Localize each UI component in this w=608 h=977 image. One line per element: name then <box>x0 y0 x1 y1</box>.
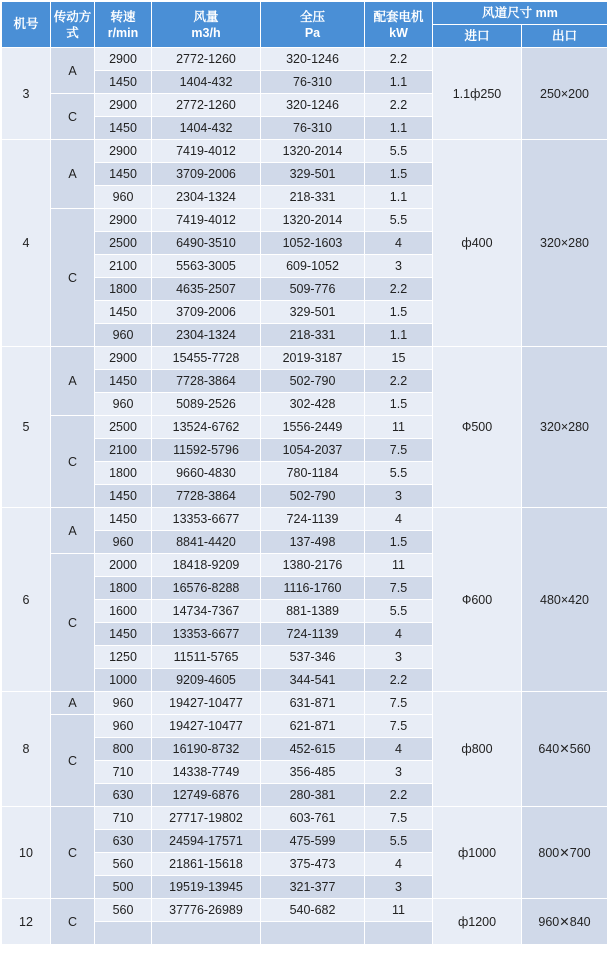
airflow-cell: 37776-26989 <box>152 899 261 922</box>
motor-cell: 5.5 <box>365 140 433 163</box>
model-number-cell: 3 <box>2 48 51 140</box>
airflow-cell: 2304-1324 <box>152 186 261 209</box>
pressure-cell: 344-541 <box>261 669 365 692</box>
motor-cell: 1.1 <box>365 71 433 94</box>
motor-cell: 3 <box>365 876 433 899</box>
header-airflow-unit: m3/h <box>191 25 221 40</box>
pressure-cell: 1116-1760 <box>261 577 365 600</box>
airflow-cell: 4635-2507 <box>152 278 261 301</box>
airflow-cell: 11592-5796 <box>152 439 261 462</box>
airflow-cell: 13353-6677 <box>152 508 261 531</box>
pressure-cell: 320-1246 <box>261 48 365 71</box>
pressure-cell: 603-761 <box>261 807 365 830</box>
motor-cell: 2.2 <box>365 94 433 117</box>
speed-cell: 630 <box>95 784 152 807</box>
motor-cell: 5.5 <box>365 209 433 232</box>
speed-cell: 2100 <box>95 439 152 462</box>
model-number-cell: 12 <box>2 899 51 945</box>
pressure-cell: 1052-1603 <box>261 232 365 255</box>
pressure-cell: 329-501 <box>261 163 365 186</box>
drive-mode-cell: A <box>51 508 95 554</box>
pressure-cell: 724-1139 <box>261 508 365 531</box>
speed-cell: 1450 <box>95 301 152 324</box>
speed-cell: 960 <box>95 393 152 416</box>
speed-cell: 1450 <box>95 117 152 140</box>
airflow-cell: 1404-432 <box>152 71 261 94</box>
speed-cell: 630 <box>95 830 152 853</box>
speed-cell: 2900 <box>95 347 152 370</box>
motor-cell: 5.5 <box>365 462 433 485</box>
pressure-cell: 1556-2449 <box>261 416 365 439</box>
airflow-cell: 6490-3510 <box>152 232 261 255</box>
airflow-cell: 21861-15618 <box>152 853 261 876</box>
motor-cell: 5.5 <box>365 600 433 623</box>
header-motor: 配套电机kW <box>365 2 433 48</box>
outlet-size-cell: 960✕840 <box>522 899 608 945</box>
speed-cell: 2900 <box>95 209 152 232</box>
pressure-cell: 280-381 <box>261 784 365 807</box>
motor-cell: 1.5 <box>365 393 433 416</box>
header-duct-size: 风道尺寸 mm <box>433 2 608 25</box>
drive-mode-cell: C <box>51 94 95 140</box>
pressure-cell: 2019-3187 <box>261 347 365 370</box>
motor-cell: 4 <box>365 853 433 876</box>
outlet-size-cell: 320×280 <box>522 140 608 347</box>
speed-cell: 1000 <box>95 669 152 692</box>
pressure-cell: 1320-2014 <box>261 140 365 163</box>
airflow-cell: 12749-6876 <box>152 784 261 807</box>
pressure-cell: 321-377 <box>261 876 365 899</box>
pressure-cell: 329-501 <box>261 301 365 324</box>
speed-cell: 560 <box>95 899 152 922</box>
airflow-cell: 1404-432 <box>152 117 261 140</box>
airflow-cell: 24594-17571 <box>152 830 261 853</box>
model-number-cell: 8 <box>2 692 51 807</box>
pressure-cell: 1320-2014 <box>261 209 365 232</box>
pressure-cell: 881-1389 <box>261 600 365 623</box>
airflow-cell: 16576-8288 <box>152 577 261 600</box>
airflow-cell: 13524-6762 <box>152 416 261 439</box>
airflow-cell: 14338-7749 <box>152 761 261 784</box>
table-row <box>2 140 608 163</box>
airflow-cell: 2772-1260 <box>152 48 261 71</box>
pressure-cell: 475-599 <box>261 830 365 853</box>
motor-cell: 2.2 <box>365 278 433 301</box>
outlet-size-cell: 250×200 <box>522 48 608 140</box>
motor-cell: 11 <box>365 554 433 577</box>
model-number-cell: 10 <box>2 807 51 899</box>
airflow-cell: 13353-6677 <box>152 623 261 646</box>
motor-cell: 3 <box>365 761 433 784</box>
speed-cell: 1450 <box>95 163 152 186</box>
model-number-cell: 4 <box>2 140 51 347</box>
motor-cell: 7.5 <box>365 692 433 715</box>
outlet-size-cell: 640✕560 <box>522 692 608 807</box>
airflow-cell: 3709-2006 <box>152 163 261 186</box>
drive-mode-cell: C <box>51 899 95 945</box>
motor-cell: 2.2 <box>365 669 433 692</box>
drive-mode-cell: C <box>51 209 95 347</box>
header-drive-mode: 传动方式 <box>51 2 95 48</box>
airflow-cell: 7419-4012 <box>152 140 261 163</box>
pressure-cell: 137-498 <box>261 531 365 554</box>
speed-cell: 960 <box>95 186 152 209</box>
speed-cell: 2100 <box>95 255 152 278</box>
pressure-cell: 509-776 <box>261 278 365 301</box>
speed-cell: 1450 <box>95 71 152 94</box>
speed-cell: 560 <box>95 853 152 876</box>
speed-cell: 2900 <box>95 94 152 117</box>
pressure-cell: 621-871 <box>261 715 365 738</box>
motor-cell: 1.1 <box>365 186 433 209</box>
pressure-cell: 302-428 <box>261 393 365 416</box>
header-pressure <box>261 2 365 48</box>
inlet-size-cell: ф400 <box>433 140 522 347</box>
inlet-size-cell: Ф600 <box>433 508 522 692</box>
pressure-cell: 218-331 <box>261 324 365 347</box>
motor-cell: 3 <box>365 485 433 508</box>
motor-cell: 7.5 <box>365 715 433 738</box>
speed-cell: 710 <box>95 761 152 784</box>
airflow-cell: 11511-5765 <box>152 646 261 669</box>
header-inlet: 进口 <box>433 25 522 48</box>
inlet-size-cell: ф1200 <box>433 899 522 945</box>
fan-spec-table <box>1 1 608 945</box>
drive-mode-cell: C <box>51 715 95 807</box>
inlet-size-cell: ф800 <box>433 692 522 807</box>
speed-cell: 960 <box>95 715 152 738</box>
motor-cell: 1.1 <box>365 324 433 347</box>
motor-cell: 7.5 <box>365 807 433 830</box>
speed-cell: 1800 <box>95 278 152 301</box>
motor-cell: 1.5 <box>365 163 433 186</box>
airflow-cell <box>152 922 261 945</box>
speed-cell: 1250 <box>95 646 152 669</box>
motor-cell: 4 <box>365 232 433 255</box>
airflow-cell: 18418-9209 <box>152 554 261 577</box>
outlet-size-cell: 800✕700 <box>522 807 608 899</box>
pressure-cell: 1380-2176 <box>261 554 365 577</box>
header-speed <box>95 2 152 48</box>
pressure-cell: 452-615 <box>261 738 365 761</box>
drive-mode-cell: A <box>51 692 95 715</box>
speed-cell: 960 <box>95 692 152 715</box>
motor-cell: 2.2 <box>365 784 433 807</box>
pressure-cell: 540-682 <box>261 899 365 922</box>
table-row <box>2 807 608 830</box>
speed-cell <box>95 922 152 945</box>
airflow-cell: 7419-4012 <box>152 209 261 232</box>
airflow-cell: 7728-3864 <box>152 370 261 393</box>
table-row <box>2 899 608 922</box>
motor-cell: 7.5 <box>365 439 433 462</box>
airflow-cell: 16190-8732 <box>152 738 261 761</box>
speed-cell: 1450 <box>95 623 152 646</box>
model-number-cell: 5 <box>2 347 51 508</box>
motor-cell: 5.5 <box>365 830 433 853</box>
airflow-cell: 3709-2006 <box>152 301 261 324</box>
speed-cell: 500 <box>95 876 152 899</box>
header-speed-label: 转速 <box>110 9 136 24</box>
outlet-size-cell: 320×280 <box>522 347 608 508</box>
motor-cell: 1.5 <box>365 531 433 554</box>
model-number-cell: 6 <box>2 508 51 692</box>
table-body <box>2 48 608 945</box>
airflow-cell: 5563-3005 <box>152 255 261 278</box>
speed-cell: 2900 <box>95 140 152 163</box>
motor-cell: 2.2 <box>365 370 433 393</box>
pressure-cell <box>261 922 365 945</box>
drive-mode-cell: C <box>51 554 95 692</box>
table-header <box>2 2 608 48</box>
pressure-cell: 502-790 <box>261 370 365 393</box>
airflow-cell: 7728-3864 <box>152 485 261 508</box>
airflow-cell: 27717-19802 <box>152 807 261 830</box>
motor-cell <box>365 922 433 945</box>
drive-mode-cell: A <box>51 48 95 94</box>
motor-cell: 4 <box>365 738 433 761</box>
airflow-cell: 19427-10477 <box>152 715 261 738</box>
motor-cell: 1.5 <box>365 301 433 324</box>
airflow-cell: 19427-10477 <box>152 692 261 715</box>
pressure-cell: 76-310 <box>261 117 365 140</box>
airflow-cell: 2772-1260 <box>152 94 261 117</box>
speed-cell: 960 <box>95 324 152 347</box>
header-model-no: 机号 <box>2 2 51 48</box>
speed-cell: 2000 <box>95 554 152 577</box>
pressure-cell: 724-1139 <box>261 623 365 646</box>
motor-cell: 1.1 <box>365 117 433 140</box>
pressure-cell: 356-485 <box>261 761 365 784</box>
airflow-cell: 14734-7367 <box>152 600 261 623</box>
inlet-size-cell: Ф500 <box>433 347 522 508</box>
airflow-cell: 15455-7728 <box>152 347 261 370</box>
inlet-size-cell: 1.1ф250 <box>433 48 522 140</box>
speed-cell: 710 <box>95 807 152 830</box>
pressure-cell: 631-871 <box>261 692 365 715</box>
speed-cell: 1600 <box>95 600 152 623</box>
motor-cell: 3 <box>365 646 433 669</box>
header-airflow-label: 风量 <box>193 9 219 24</box>
airflow-cell: 9660-4830 <box>152 462 261 485</box>
speed-cell: 1450 <box>95 508 152 531</box>
speed-cell: 1800 <box>95 462 152 485</box>
drive-mode-cell: C <box>51 416 95 508</box>
speed-cell: 1450 <box>95 370 152 393</box>
pressure-cell: 320-1246 <box>261 94 365 117</box>
airflow-cell: 19519-13945 <box>152 876 261 899</box>
speed-cell: 2900 <box>95 48 152 71</box>
outlet-size-cell: 480×420 <box>522 508 608 692</box>
table-row <box>2 48 608 71</box>
pressure-cell: 609-1052 <box>261 255 365 278</box>
table-row <box>2 347 608 370</box>
airflow-cell: 2304-1324 <box>152 324 261 347</box>
table-row <box>2 692 608 715</box>
drive-mode-cell: A <box>51 347 95 416</box>
motor-cell: 7.5 <box>365 577 433 600</box>
pressure-cell: 375-473 <box>261 853 365 876</box>
motor-cell: 4 <box>365 623 433 646</box>
speed-cell: 800 <box>95 738 152 761</box>
motor-cell: 4 <box>365 508 433 531</box>
airflow-cell: 9209-4605 <box>152 669 261 692</box>
speed-cell: 1450 <box>95 485 152 508</box>
speed-cell: 960 <box>95 531 152 554</box>
speed-cell: 2500 <box>95 232 152 255</box>
pressure-cell: 780-1184 <box>261 462 365 485</box>
speed-cell: 2500 <box>95 416 152 439</box>
speed-cell: 1800 <box>95 577 152 600</box>
table-row <box>2 508 608 531</box>
inlet-size-cell: ф1000 <box>433 807 522 899</box>
motor-cell: 11 <box>365 899 433 922</box>
motor-cell: 3 <box>365 255 433 278</box>
header-airflow <box>152 2 261 48</box>
airflow-cell: 8841-4420 <box>152 531 261 554</box>
drive-mode-cell: C <box>51 807 95 899</box>
header-pressure-label: 全压 <box>299 9 325 24</box>
drive-mode-cell: A <box>51 140 95 209</box>
header-outlet: 出口 <box>522 25 608 48</box>
pressure-cell: 76-310 <box>261 71 365 94</box>
header-pressure-unit: Pa <box>304 25 321 40</box>
header-speed-unit: r/min <box>107 25 139 40</box>
pressure-cell: 537-346 <box>261 646 365 669</box>
motor-cell: 15 <box>365 347 433 370</box>
motor-cell: 11 <box>365 416 433 439</box>
airflow-cell: 5089-2526 <box>152 393 261 416</box>
pressure-cell: 502-790 <box>261 485 365 508</box>
motor-cell: 2.2 <box>365 48 433 71</box>
pressure-cell: 218-331 <box>261 186 365 209</box>
pressure-cell: 1054-2037 <box>261 439 365 462</box>
